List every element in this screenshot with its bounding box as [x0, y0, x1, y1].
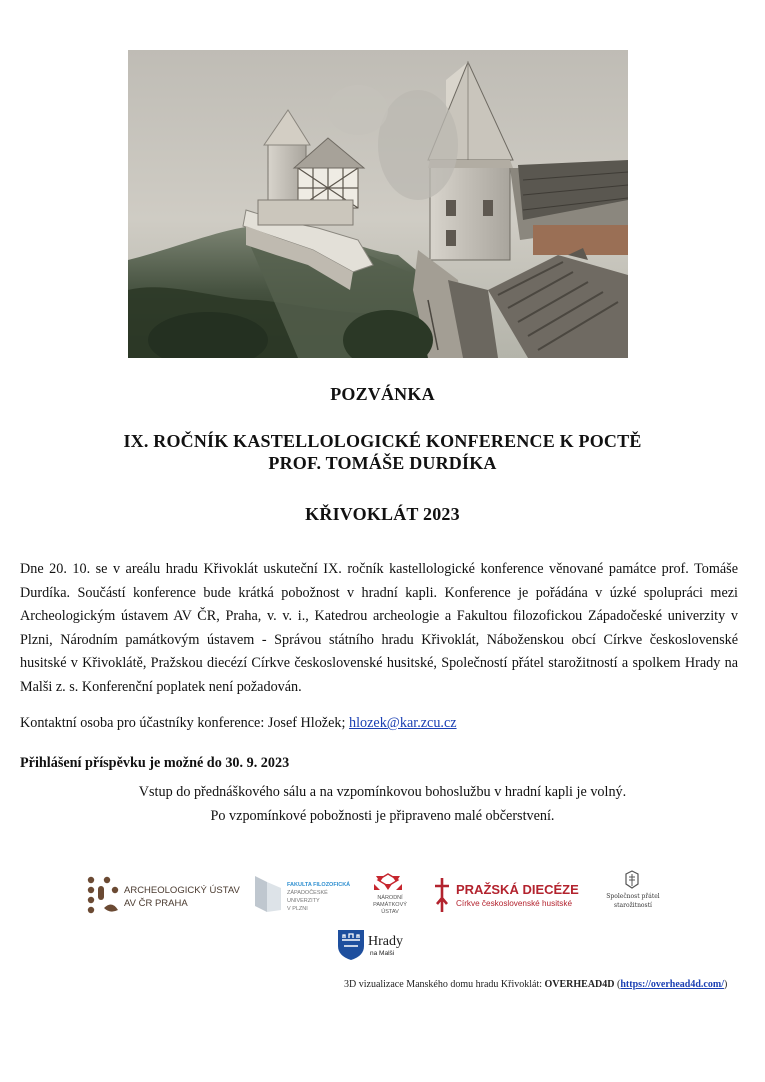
credit-url-link[interactable]: https://overhead4d.com/	[620, 979, 724, 990]
arup-logo-graphic	[86, 876, 246, 916]
credit-close-paren: )	[723, 979, 728, 990]
spol-line-2: starožitností	[614, 902, 652, 909]
place-year-heading: KŘIVOKLÁT 2023	[305, 504, 460, 524]
npu-line-2: PAMÁTKOVÝ	[373, 902, 407, 908]
credit-text: 3D vizualizace Manského domu hradu Křivoklát:	[344, 979, 545, 990]
credit-open-paren: (	[614, 979, 621, 990]
contact-email-link[interactable]: hlozek@kar.zcu.cz	[348, 715, 457, 731]
hrady-na-malsi-logo	[336, 928, 416, 962]
npu-line-3: ÚSTAV	[381, 909, 399, 915]
hrady-logo-graphic	[336, 928, 416, 962]
invitation-heading: POZVÁNKA	[330, 384, 435, 404]
chalice-cross-icon	[435, 878, 449, 912]
dieceze-line-1: PRAŽSKÁ DIECÉZE	[456, 882, 579, 897]
entry-note: Vstup do přednáškového sálu a na vzpomínkovou bohoslužbu v hradní kapli je volný.	[138, 784, 627, 800]
arup-logo	[86, 876, 246, 916]
description-paragraph: Dne 20. 10. se v areálu hradu Křivoklát uskuteční IX. ročník kastellologické konference věnované památce prof. Tomáše Durdíka. Součástí konference bude krátká pobožnost v hradní kapli. Konference je pořádána v úzké spolupráci mezi Archeologickým ústavem AV ČR, Praha, v. v. i., Katedrou archeologie a Fakultou filozofickou Západočeské univerzity v Plzni, Národním památkovým ústavem - Správou státního hradu Křivoklát, Náboženskou obcí Církve československé husitské v Křivoklátě, Pražskou diecézí Církve československé husitské, Společností přátel starožitností a spolkem Hrady na Malši z. s. Konferenční poplatek není požadován.	[20, 561, 738, 695]
spol-line-1: Společnost přátel	[606, 893, 660, 900]
contact-line	[20, 712, 738, 736]
zcu-ff-logo	[253, 872, 363, 920]
arup-line-1: ARCHEOLOGICKÝ ÚSTAV	[124, 885, 240, 896]
prazska-dieceze-logo-graphic	[432, 876, 582, 914]
zcu-line-3: UNIVERZITY	[287, 898, 320, 904]
hrady-line-2: na Malši	[370, 950, 395, 957]
npu-line-1: NÁRODNÍ	[377, 895, 403, 901]
castle-visualization-image	[128, 50, 628, 358]
castle-illustration	[128, 50, 628, 358]
visualization-credit	[344, 979, 727, 990]
conference-title-line-1: IX. ROČNÍK KASTELLOLOGICKÉ KONFERENCE K POCTĚ	[123, 431, 642, 451]
npu-logo	[370, 872, 410, 918]
conference-title	[0, 430, 765, 474]
zcu-ff-logo-graphic	[253, 872, 363, 920]
zcu-line-2: ZÁPADOČESKÉ	[287, 890, 328, 896]
zcu-line-4: V PLZNI	[287, 906, 308, 912]
conference-title-line-2: PROF. TOMÁŠE DURDÍKA	[268, 453, 497, 473]
refreshment-note: Po vzpomínkové pobožnosti je připraveno malé občerstvení.	[210, 808, 555, 824]
zcu-line-1: FAKULTA FILOZOFICKÁ	[287, 882, 351, 888]
npu-logo-graphic	[370, 872, 410, 918]
deadline-note: Přihlášení příspěvku je možné do 30. 9. 2023	[20, 755, 290, 771]
prazska-dieceze-logo	[432, 876, 582, 914]
hrady-line-1: Hrady	[368, 934, 403, 949]
spolecnost-pratel-starozitnosti-logo	[590, 870, 676, 914]
contact-label: Kontaktní osoba pro účastníky konference: Josef Hložek;	[20, 715, 349, 731]
spolecnost-logo-graphic	[590, 870, 676, 914]
dieceze-line-2: Církve československé husitské	[456, 899, 573, 908]
credit-author: OVERHEAD4D	[544, 979, 615, 990]
arup-line-2: AV ČR PRAHA	[124, 898, 188, 909]
